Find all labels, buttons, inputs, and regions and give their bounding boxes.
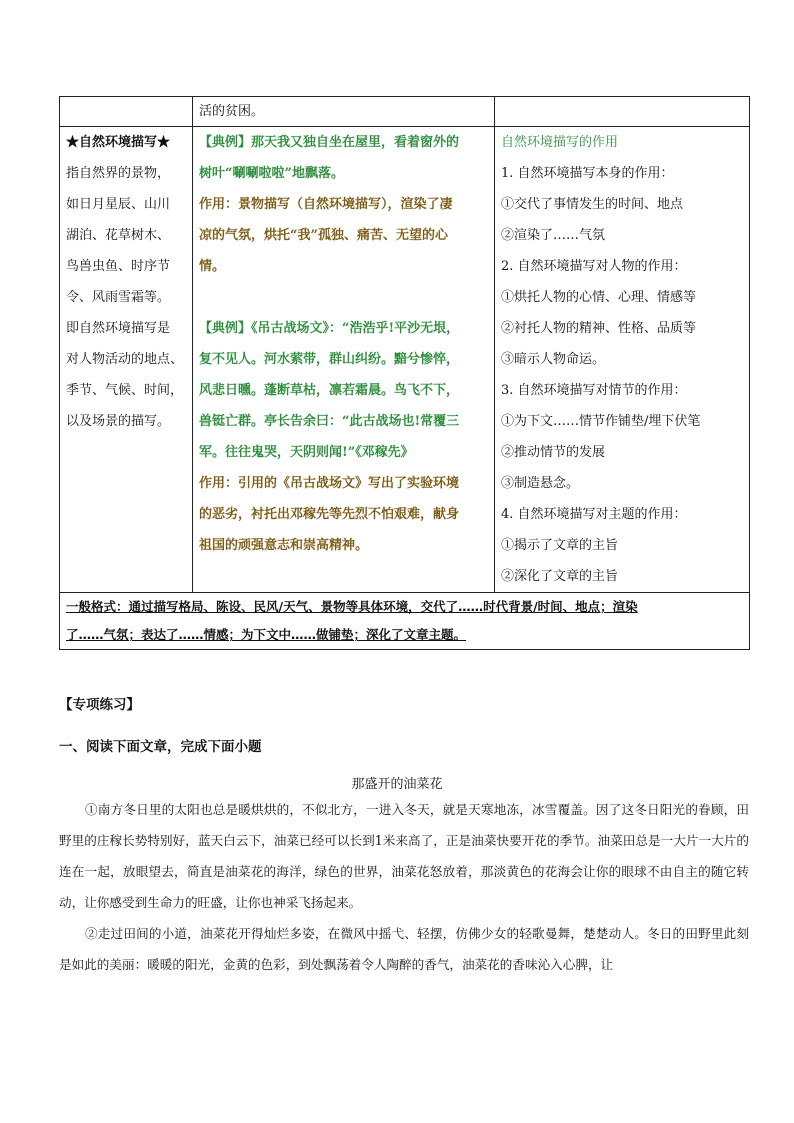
function-line: 2. 自然环境描写对人物的作用： xyxy=(501,259,687,274)
table-row xyxy=(60,593,750,650)
example-line: 树叶“唰唰啦啦”地飘落。 xyxy=(199,166,344,181)
function-line: ①揭示了文章的主旨 xyxy=(501,538,619,553)
table-cell xyxy=(193,97,495,127)
example-note-line: 作用：引用的《吊古战场文》写出了实验环境 xyxy=(199,476,460,491)
example-line: 风悲日曛。蓬断草枯，凛若霜晨。鸟飞不下， xyxy=(199,383,460,398)
function-line: ②衬托人物的精神、性格、品质等 xyxy=(501,321,697,336)
example-line: 【典例】那天我又独自坐在屋里，看着窗外的 xyxy=(199,135,460,150)
category-line: 对人物活动的地点、 xyxy=(66,352,184,367)
function-line: 4. 自然环境描写对主题的作用： xyxy=(501,507,687,522)
category-line: 湖泊、花草树木、 xyxy=(66,228,171,243)
category-cell xyxy=(60,127,193,593)
summary-line: 了……气氛；表达了……情感；为下文中……做铺垫；深化了文章主题。 xyxy=(66,627,467,642)
section-title: 【专项练习】 xyxy=(59,697,140,713)
category-line: 指自然界的景物， xyxy=(66,166,171,181)
function-line: 1. 自然环境描写本身的作用： xyxy=(501,166,674,181)
category-line: 令、风雨雪霜等。 xyxy=(66,290,171,305)
example-cell xyxy=(193,127,495,593)
spacer xyxy=(199,282,488,313)
category-line: 如日月星辰、山川 xyxy=(66,197,171,212)
table-cell xyxy=(60,97,193,127)
essay-paragraph: ①南方冬日里的太阳也总是暖烘烘的，不似北方，一进入冬天，就是天寒地冻，冰雪覆盖。因了这冬日阳光的眷顾，田野里的庄稼长势特别好，蓝天白云下，油菜已经可以长到1米来高了，正是油菜快要开花的季节。油菜田总是一大片一大片的连在一起，放眼望去，简直是油菜花的海洋，绿色的世界，油菜花怒放着，那淡黄色的花海会让你的眼球不由自主的随它转动，让你感受到生命力的旺盛，让你也神采飞扬起来。 xyxy=(59,802,749,910)
category-title: ★自然环境描写★ xyxy=(66,135,171,150)
category-line: 季节、气候、时间， xyxy=(66,383,184,398)
category-line: 以及场景的描写。 xyxy=(66,414,171,429)
example-line: 军。往往鬼哭，天阴则闻!”《邓稼先》 xyxy=(199,445,414,460)
function-line: ②渲染了……气氛 xyxy=(501,228,606,243)
example-line: 复不见人。河水萦带，群山纠纷。黯兮惨悴， xyxy=(199,352,460,367)
function-line: ②深化了文章的主旨 xyxy=(501,569,619,584)
question-title: 一、阅读下面文章，完成下面小题 xyxy=(59,739,262,755)
table-cell xyxy=(495,97,750,127)
function-line: ①为下文……情节作铺垫/埋下伏笔 xyxy=(501,414,701,429)
example-line: 兽铤亡群。亭长告余曰：“此古战场也!常覆三 xyxy=(199,414,460,429)
example-note-line: 凉的气氛，烘托“我”孤独、痛苦、无望的心 xyxy=(199,228,448,243)
function-line: ①烘托人物的心情、心理、情感等 xyxy=(501,290,697,305)
writing-method-table xyxy=(59,96,750,650)
summary-cell xyxy=(60,593,750,650)
category-line: 即自然环境描写是 xyxy=(66,321,171,336)
function-line: ③暗示人物命运。 xyxy=(501,352,606,367)
function-line: 3. 自然环境描写对情节的作用： xyxy=(501,383,687,398)
function-title: 自然环境描写的作用 xyxy=(501,135,619,150)
table-row xyxy=(60,127,750,593)
example-note-line: 祖国的顽强意志和崇高精神。 xyxy=(199,538,369,553)
function-line: ①交代了事情发生的时间、地点 xyxy=(501,197,684,212)
function-line: ②推动情节的发展 xyxy=(501,445,606,460)
essay-title: 那盛开的油菜花 xyxy=(351,777,443,792)
essay-paragraph: ②走过田间的小道，油菜花开得灿烂多姿，在微风中摇弋、轻摆，仿佛少女的轻歌曼舞，楚楚动人。冬日的田野里此刻是如此的美丽：暖暖的阳光，金黄的色彩，到处飘荡着令人陶醉的香气，油菜花的香味沁入心脾，让 xyxy=(59,926,749,972)
function-line: ③制造悬念。 xyxy=(501,476,580,491)
example-line: 【典例】《吊古战场文》：“浩浩乎!平沙无垠， xyxy=(199,321,460,336)
summary-line: 一般格式：通过描写格局、陈设、民风/天气、景物等具体环境，交代了……时代背景/时间、地点；渲染 xyxy=(66,599,638,614)
example-note-line: 作用：景物描写（自然环境描写），渲染了凄 xyxy=(199,197,453,212)
cell-text: 活的贫困。 xyxy=(199,104,265,119)
function-cell xyxy=(495,127,750,593)
example-note-line: 情。 xyxy=(199,259,226,274)
table-row xyxy=(60,97,750,127)
example-note-line: 的恶劣，衬托出邓稼先等先烈不怕艰难，献身 xyxy=(199,507,460,522)
category-line: 鸟兽虫鱼、时序节 xyxy=(66,259,171,274)
